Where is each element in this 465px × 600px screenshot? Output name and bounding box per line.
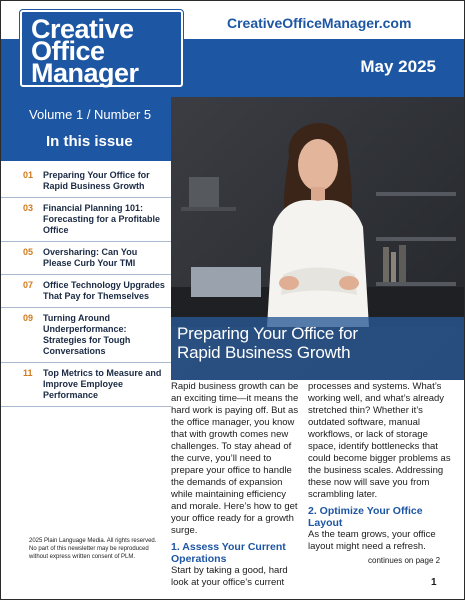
continued-note: continues on page 2 (368, 556, 441, 565)
article-title-line-1: Preparing Your Office for (177, 324, 358, 343)
toc-item (1, 363, 171, 407)
article-column-1 (171, 381, 299, 589)
logo (20, 10, 183, 87)
toc-title: Turning Around Underperformance: Strategies for Tough Conversations (43, 313, 131, 356)
page-number: 1 (431, 577, 437, 588)
logo-line-2: Office (31, 36, 105, 66)
masthead (1, 1, 465, 97)
article-paragraph: Start by taking a good, hard look at your office’s current (171, 565, 288, 588)
sidebar (1, 97, 171, 600)
article-column-2 (308, 381, 456, 553)
article-subheading: 2. Optimize Your Office Layout (308, 505, 423, 529)
toc-item (1, 242, 171, 275)
copyright-notice: 2025 Plain Language Media. All rights reserved. No part of this newsletter may be reproduced without express written consent of PLM. (29, 538, 157, 560)
article-title-line-2: Rapid Business Growth (177, 343, 351, 362)
table-of-contents (1, 165, 171, 407)
article-subheading: 1. Assess Your Current Operations (171, 541, 286, 565)
toc-page-number: 09 (23, 313, 34, 323)
toc-page-number: 01 (23, 170, 34, 180)
toc-page-number: 07 (23, 280, 34, 290)
article-paragraph: processes and systems. What’s working well, and what’s already stretched thin? Whether it’s outdated software, manual workflows, or lack of storage space, identify bottlenecks that could become bigger problems as the business scales. Addressing these now will save you from scrambling later. (308, 381, 451, 500)
article-paragraph: As the team grows, your office layout might need a refresh. (308, 529, 436, 552)
article-title (177, 324, 462, 362)
toc-item (1, 165, 171, 198)
toc-page-number: 03 (23, 203, 34, 213)
hero-photo (171, 97, 465, 380)
logo-line-3: Manager (31, 58, 139, 88)
volume-label: Volume 1 / Number 5 (29, 107, 152, 122)
article-paragraph: Rapid business growth can be an exciting time—it means the hard work is paying off. But as the office manager, you know that with growth comes new challenges. To stay ahead of the curve, you’ll need to prepare your office to handle the demands of expansion while maintaining efficiency and morale. Here’s how to get your office ready for a growth surge. (171, 381, 299, 536)
toc-page-number: 05 (23, 247, 34, 257)
toc-item (1, 275, 171, 308)
toc-item (1, 198, 171, 242)
toc-item (1, 308, 171, 363)
volume-box (1, 97, 171, 161)
toc-title: Preparing Your Office for Rapid Business Growth (43, 170, 150, 191)
toc-page-number: 11 (23, 368, 33, 378)
in-this-issue-heading: In this issue (46, 133, 133, 150)
toc-title: Office Technology Upgrades That Pay for Themselves (43, 280, 165, 301)
site-url: CreativeOfficeManager.com (227, 15, 412, 31)
toc-title: Top Metrics to Measure and Improve Employee Performance (43, 368, 162, 400)
toc-title: Financial Planning 101: Forecasting for a Profitable Office (43, 203, 161, 235)
toc-title: Oversharing: Can You Please Curb Your TMI (43, 247, 138, 268)
logo-line-1: Creative (31, 14, 134, 44)
issue-date: May 2025 (360, 57, 436, 76)
